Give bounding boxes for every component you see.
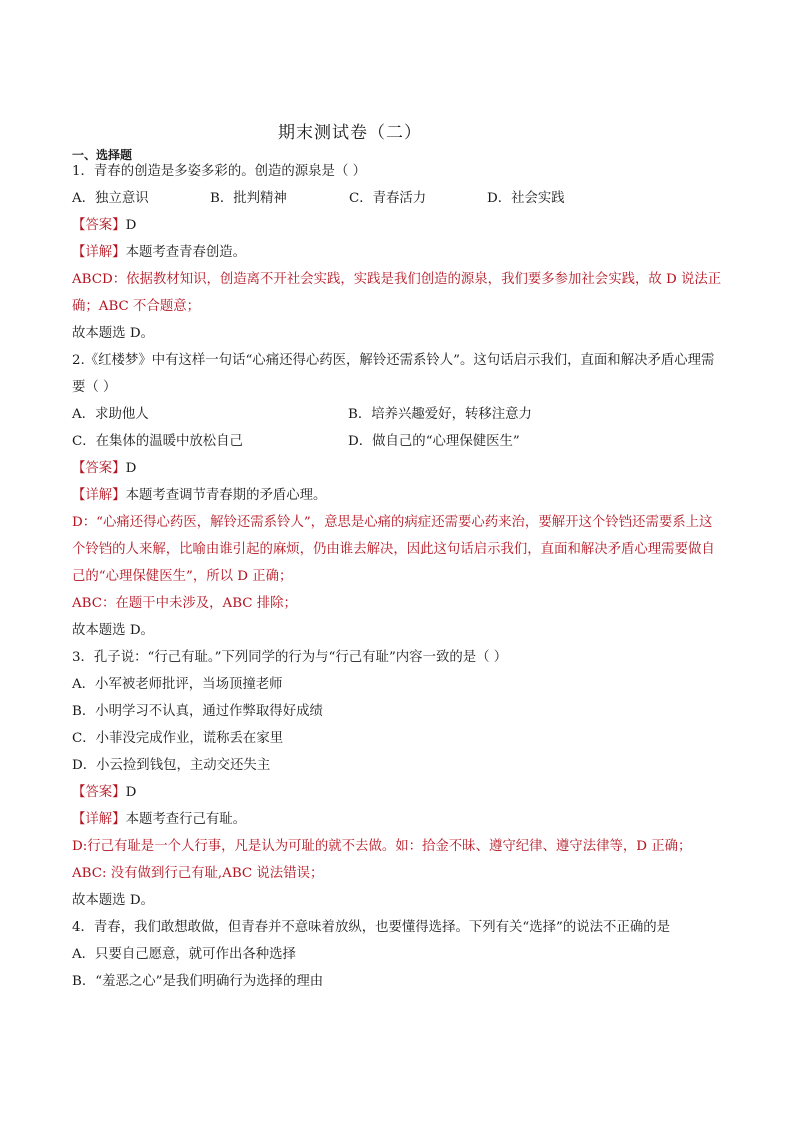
section-heading: 一、选择题: [72, 148, 133, 162]
analysis-text: ABCD：依据教材知识，创造离不开社会实践，实践是我们创造的源泉，我们要多参加社会实践，故 D 说法正确；ABC 不合题意；: [72, 272, 722, 314]
option-b: B．“羞恶之心”是我们明确行为选择的理由: [72, 974, 324, 989]
option-d: D．小云捡到钱包，主动交还失主: [72, 758, 271, 773]
option-a: A．独立意识: [72, 191, 149, 206]
detail-line: [72, 482, 722, 509]
detail-tag: 【详解】: [72, 245, 126, 260]
option-b: B．小明学习不认真，通过作弊取得好成绩: [72, 704, 323, 719]
analysis-text: ABC：在题干中未涉及，ABC 排除；: [72, 596, 297, 611]
question-stem: 4．青春，我们敢想敢做，但青春并不意味着放纵，也要懂得选择。下列有关“选择”的说法不正确的是: [72, 920, 671, 935]
answer-tag: 【答案】: [72, 218, 126, 233]
option-c: C．在集体的温暖中放松自己: [72, 434, 243, 449]
page-title: 期末测试卷（二）: [278, 123, 422, 143]
options-row: [72, 428, 722, 455]
conclusion-text: 故本题选 D。: [72, 623, 154, 638]
option-a: A．小军被老师批评，当场顶撞老师: [72, 677, 283, 692]
detail-text: 本题考查青春创造。: [125, 245, 247, 260]
option-d: D．做自己的“心理保健医生”: [348, 434, 520, 449]
answer-tag: 【答案】: [72, 785, 126, 800]
detail-line: [72, 806, 722, 833]
answer-value: D: [125, 785, 137, 800]
conclusion-text: 故本题选 D。: [72, 326, 154, 341]
detail-text: 本题考查行己有耻。: [125, 812, 247, 827]
question-stem: 3．孔子说：“行己有耻。”下列同学的行为与“行己有耻”内容一致的是（ ）: [72, 650, 508, 665]
options-row: [72, 401, 722, 428]
analysis-text: D:行己有耻是一个人行事，凡是认为可耻的就不去做。如：拾金不昧、遵守纪律、遵守法律等，D 正确；: [72, 839, 692, 854]
answer-tag: 【答案】: [72, 461, 126, 476]
option-b: B．培养兴趣爱好，转移注意力: [348, 407, 532, 422]
option-a: A．只要自己愿意，就可作出各种选择: [72, 947, 296, 962]
answer-line: [72, 779, 722, 806]
detail-tag: 【详解】: [72, 812, 126, 827]
detail-text: 本题考查调节青春期的矛盾心理。: [125, 488, 327, 503]
option-d: D．社会实践: [487, 191, 565, 206]
answer-value: D: [125, 218, 137, 233]
detail-tag: 【详解】: [72, 488, 126, 503]
options-row: [72, 185, 722, 212]
analysis-text: ABC: 没有做到行己有耻,ABC 说法错误；: [72, 866, 324, 881]
analysis-text: D：“心痛还得心药医，解铃还需系铃人”，意思是心痛的病症还需要心药来治，要解开这个铃铛还需要系上这个铃铛的人来解，比喻由谁引起的麻烦，仍由谁去解决，因此这句话启示我们，直面和解决矛盾心理需要做自己的“心理保健医生”，所以 D 正确；: [72, 515, 715, 584]
question-list: [72, 158, 722, 995]
detail-line: [72, 239, 722, 266]
option-c: C．青春活力: [349, 191, 427, 206]
answer-line: [72, 212, 722, 239]
question-stem: 1．青春的创造是多姿多彩的。创造的源泉是（ ）: [72, 164, 366, 179]
answer-line: [72, 455, 722, 482]
conclusion-text: 故本题选 D。: [72, 893, 154, 908]
answer-value: D: [125, 461, 137, 476]
option-b: B．批判精神: [210, 191, 287, 206]
option-c: C．小菲没完成作业，谎称丢在家里: [72, 731, 284, 746]
option-a: A．求助他人: [72, 407, 149, 422]
question-stem: 2.《红楼梦》中有这样一句话“心痛还得心药医，解铃还需系铃人”。这句话启示我们，直面和解决矛盾心理需要（ ）: [72, 353, 715, 395]
